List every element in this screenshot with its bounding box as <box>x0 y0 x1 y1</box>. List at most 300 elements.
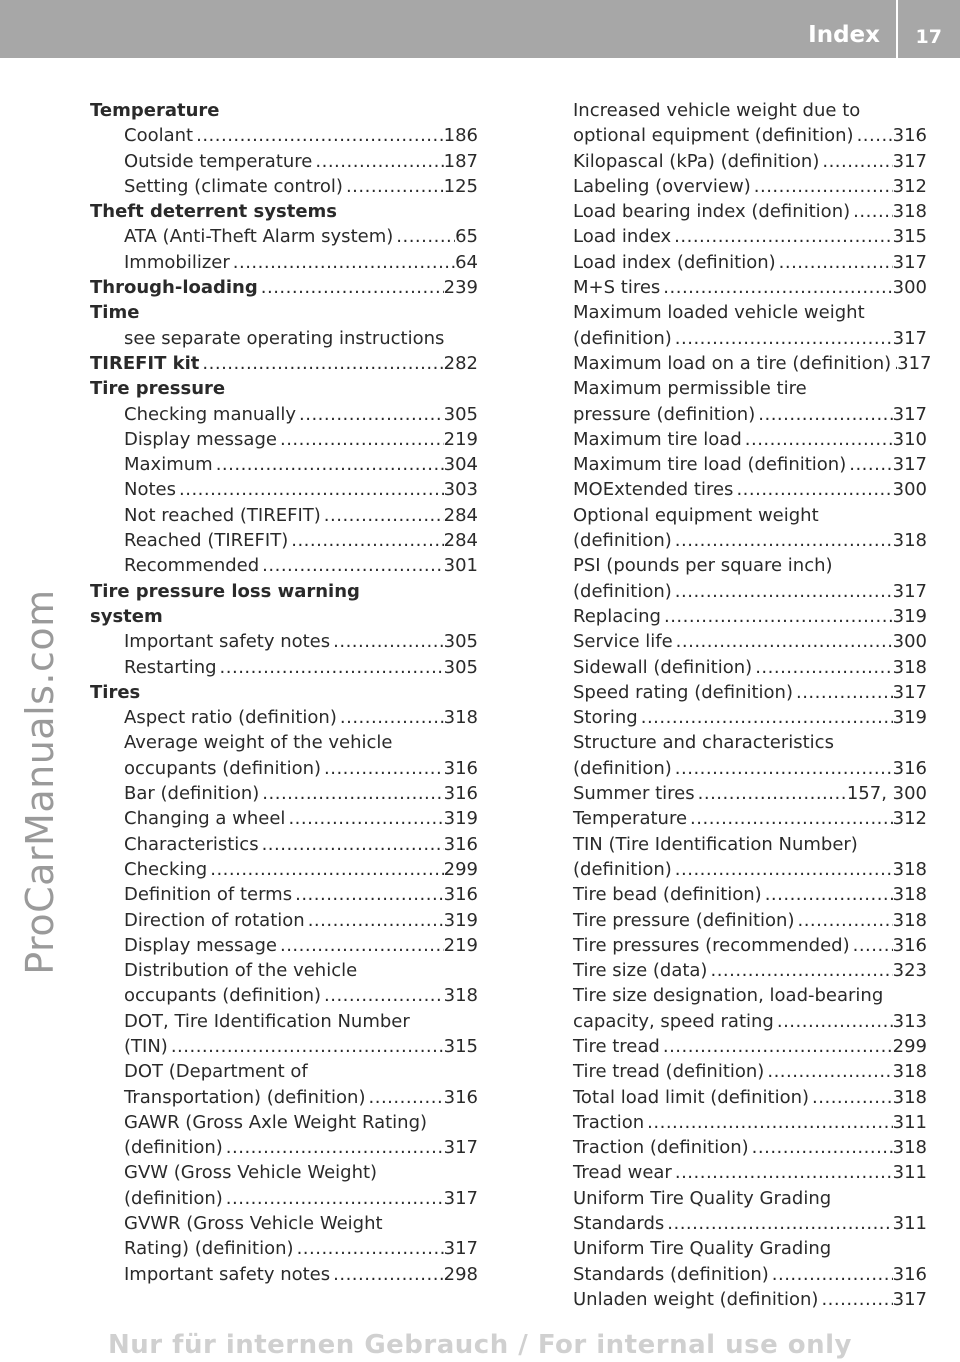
index-heading <box>90 98 478 123</box>
leader-dots <box>638 705 893 730</box>
page-ref: 317 <box>892 681 927 703</box>
page-ref: 319 <box>443 808 478 830</box>
entry-label: Optional equipment weight <box>573 504 819 526</box>
watermark-text: ProCarManuals.com <box>18 589 62 975</box>
entry-label: Maximum loaded vehicle weight <box>573 302 865 324</box>
leader-dots <box>850 933 893 958</box>
entry-label: Tire pressure loss warning <box>90 580 360 602</box>
leader-dots <box>661 604 893 629</box>
entry-label: Speed rating (definition) <box>573 681 793 703</box>
header-divider <box>896 0 898 58</box>
leader-dots <box>762 882 893 907</box>
index-entry <box>90 123 478 148</box>
entry-label: MOExtended tires <box>573 479 734 501</box>
page-ref: 284 <box>443 530 478 552</box>
entry-label: Tire size (data) <box>573 960 708 982</box>
leader-dots <box>751 174 893 199</box>
index-entry <box>539 882 927 907</box>
page-ref: 316 <box>892 1263 927 1285</box>
page-ref: 316 <box>443 1086 478 1108</box>
index-entry <box>539 806 927 831</box>
index-entry <box>90 149 478 174</box>
page-ref: 305 <box>443 631 478 653</box>
entry-label: Coolant <box>124 125 194 147</box>
entry-label: system <box>90 605 163 627</box>
index-entry <box>539 1009 927 1034</box>
entry-label: Distribution of the vehicle <box>124 960 358 982</box>
entry-label: Maximum load on a tire (definition) <box>573 352 892 374</box>
index-entry <box>90 1110 478 1135</box>
index-entry <box>539 983 927 1008</box>
entry-label: DOT (Department of <box>124 1061 308 1083</box>
page-ref: 318 <box>892 201 927 223</box>
entry-label: Temperature <box>90 100 220 121</box>
watermark <box>0 0 80 1362</box>
leader-dots <box>207 857 443 882</box>
entry-label: Load index <box>573 226 672 248</box>
entry-label: Unladen weight (definition) <box>573 1288 819 1310</box>
index-entry <box>539 503 927 528</box>
entry-label: Setting (climate control) <box>124 175 343 197</box>
index-entry <box>90 857 478 882</box>
index-entry <box>539 629 927 654</box>
index-entry <box>539 1262 927 1287</box>
leader-dots <box>296 402 444 427</box>
page-ref: 186 <box>443 125 478 147</box>
entry-label: Kilopascal (kPa) (definition) <box>573 150 820 172</box>
page-ref: 318 <box>892 1086 927 1108</box>
page-ref: 317 <box>892 1288 927 1310</box>
page-ref: 311 <box>892 1162 927 1184</box>
leader-dots <box>330 1262 444 1287</box>
leader-dots <box>742 427 893 452</box>
index-entry <box>90 983 478 1008</box>
page-ref: 298 <box>443 1263 478 1285</box>
page-ref: 300 <box>892 479 927 501</box>
entry-label: Service life <box>573 631 673 653</box>
page-ref: 313 <box>892 1010 927 1032</box>
page-ref: 300 <box>892 631 927 653</box>
entry-label: Traction <box>573 1111 645 1133</box>
leader-dots <box>687 806 893 831</box>
entry-label: Tires <box>90 681 141 703</box>
entry-label: Characteristics <box>124 833 259 855</box>
entry-label: Theft deterrent systems <box>90 201 337 223</box>
index-entry <box>90 1236 478 1261</box>
page-ref: 311 <box>892 1213 927 1235</box>
index-entry <box>90 1085 478 1110</box>
entry-label: Average weight of the vehicle <box>124 732 393 754</box>
index-entry <box>539 680 927 705</box>
leader-dots <box>393 224 455 249</box>
entry-label: occupants (definition) <box>124 985 322 1007</box>
index-entry <box>90 1211 478 1236</box>
index-entry <box>539 351 932 376</box>
page-ref: 219 <box>443 934 478 956</box>
page-ref: 317 <box>897 352 932 374</box>
page-ref: 311 <box>892 1111 927 1133</box>
entry-label: Aspect ratio (definition) <box>124 707 337 729</box>
entry-label: M+S tires <box>573 277 661 299</box>
index-entry <box>90 224 478 249</box>
entry-label: Not reached (TIREFIT) <box>124 504 321 526</box>
entry-label: DOT, Tire Identification Number <box>124 1010 410 1032</box>
leader-dots <box>292 882 444 907</box>
entry-label: pressure (definition) <box>573 403 756 425</box>
entry-label: PSI (pounds per square inch) <box>573 555 833 577</box>
index-entry <box>539 1287 927 1312</box>
index-entry <box>90 452 478 477</box>
index-entry <box>539 1135 927 1160</box>
section-title: Index <box>808 22 880 48</box>
index-entry <box>90 958 478 983</box>
entry-label: Tread wear <box>573 1162 672 1184</box>
entry-label: (definition) <box>124 1137 223 1159</box>
index-entry <box>90 1135 478 1160</box>
leader-dots <box>672 528 893 553</box>
leader-dots <box>794 908 892 933</box>
entry-label: Display message <box>124 428 277 450</box>
index-entry <box>90 655 478 680</box>
leader-dots <box>277 427 444 452</box>
entry-label: Important safety notes <box>124 631 331 653</box>
leader-dots <box>217 655 444 680</box>
leader-dots <box>199 351 443 376</box>
leader-dots <box>854 123 893 148</box>
leader-dots <box>664 1211 892 1236</box>
leader-dots <box>321 503 444 528</box>
leader-dots <box>793 680 893 705</box>
index-entry <box>539 933 927 958</box>
index-entry <box>539 326 927 351</box>
index-entry <box>539 958 927 983</box>
leader-dots <box>321 756 444 781</box>
entry-label: Definition of terms <box>124 884 293 906</box>
leader-dots <box>672 1160 893 1185</box>
index-entry <box>539 452 927 477</box>
leader-dots <box>671 224 892 249</box>
index-entry <box>539 553 927 578</box>
index-entry <box>90 326 478 351</box>
entry-label: Direction of rotation <box>124 909 305 931</box>
index-entry <box>539 579 927 604</box>
leader-dots <box>776 250 893 275</box>
footer-note: Nur für internen Gebrauch / For internal use only <box>107 1330 852 1360</box>
leader-dots <box>695 781 847 806</box>
page-ref: 319 <box>443 909 478 931</box>
index-heading <box>90 199 478 224</box>
entry-label: Outside temperature <box>124 150 313 172</box>
leader-dots <box>850 199 893 224</box>
page-ref: 312 <box>892 808 927 830</box>
page-ref: 125 <box>443 175 478 197</box>
leader-dots <box>294 1236 444 1261</box>
index-entry <box>90 882 478 907</box>
index-entry <box>90 781 478 806</box>
page-ref: 303 <box>443 479 478 501</box>
leader-dots <box>259 781 443 806</box>
page-ref: 304 <box>443 454 478 476</box>
leader-dots <box>752 655 892 680</box>
index-entry <box>90 250 478 275</box>
leader-dots <box>672 579 893 604</box>
entry-label: (definition) <box>573 858 672 880</box>
entry-label: Recommended <box>124 555 260 577</box>
entry-label: Storing <box>573 707 638 729</box>
entry-label: (definition) <box>573 757 672 779</box>
leader-dots <box>764 1059 892 1084</box>
entry-label: Maximum tire load (definition) <box>573 454 847 476</box>
leader-dots <box>330 629 444 654</box>
entry-label: Tire size designation, load-bearing <box>573 985 884 1007</box>
page-ref: 317 <box>443 1137 478 1159</box>
page-ref: 300 <box>892 277 927 299</box>
index-entry <box>539 1085 927 1110</box>
index-entry <box>539 756 927 781</box>
leader-dots <box>660 1034 893 1059</box>
page-ref: 318 <box>892 530 927 552</box>
page-ref: 318 <box>892 884 927 906</box>
leader-dots <box>277 933 444 958</box>
index-entry <box>539 149 927 174</box>
index-entry <box>539 275 927 300</box>
leader-dots <box>755 402 892 427</box>
entry-label: Load index (definition) <box>573 251 776 273</box>
leader-dots <box>818 1287 892 1312</box>
page-ref: 157, 300 <box>846 783 927 805</box>
leader-dots <box>809 1085 893 1110</box>
entry-label: Important safety notes <box>124 1263 331 1285</box>
page-ref: 318 <box>892 1137 927 1159</box>
entry-label: GAWR (Gross Axle Weight Rating) <box>124 1111 428 1133</box>
entry-label: Tire tread (definition) <box>573 1061 765 1083</box>
index-entry <box>539 250 927 275</box>
entry-label: GVWR (Gross Vehicle Weight <box>124 1213 383 1235</box>
leader-dots <box>223 1186 444 1211</box>
index-entry <box>539 1186 927 1211</box>
entry-label: Structure and characteristics <box>573 732 834 754</box>
index-entry <box>539 174 927 199</box>
leader-dots <box>230 250 455 275</box>
page-ref: 187 <box>443 150 478 172</box>
entry-label: TIN (Tire Identification Number) <box>573 833 858 855</box>
entry-label: Standards (definition) <box>573 1263 769 1285</box>
index-entry <box>90 806 478 831</box>
index-heading <box>90 376 478 401</box>
index-entry <box>539 528 927 553</box>
index-entry <box>90 1160 478 1185</box>
page-ref: 316 <box>892 934 927 956</box>
entry-label: Total load limit (definition) <box>573 1086 810 1108</box>
entry-label: Tire pressure <box>90 378 226 400</box>
entry-label: Tire pressures (recommended) <box>573 934 850 956</box>
page-ref: 299 <box>892 1035 927 1057</box>
leader-dots <box>819 149 892 174</box>
page-ref: 318 <box>892 1061 927 1083</box>
entry-label: (definition) <box>573 530 672 552</box>
index-entry <box>539 1160 927 1185</box>
page-ref: 317 <box>892 454 927 476</box>
leader-dots <box>288 528 443 553</box>
page-ref: 65 <box>455 226 478 248</box>
entry-label: Tire tread <box>573 1035 660 1057</box>
entry-label: Display message <box>124 934 277 956</box>
index-entry <box>90 174 478 199</box>
entry-label: (definition) <box>124 1187 223 1209</box>
entry-label: Transportation) (definition) <box>124 1086 366 1108</box>
index-entry <box>90 832 478 857</box>
page-ref: 317 <box>892 580 927 602</box>
page-ref: 316 <box>443 757 478 779</box>
entry-label: Maximum <box>124 454 213 476</box>
index-entry <box>90 629 478 654</box>
entry-label: (definition) <box>573 580 672 602</box>
page-ref: 64 <box>455 251 478 273</box>
page-ref: 316 <box>892 757 927 779</box>
entry-label: Traction (definition) <box>573 1137 749 1159</box>
leader-dots <box>213 452 444 477</box>
leader-dots <box>259 832 444 857</box>
leader-dots <box>846 452 892 477</box>
page-ref: 318 <box>443 985 478 1007</box>
index-entry <box>90 908 478 933</box>
page-ref: 284 <box>443 504 478 526</box>
index-entry <box>90 705 478 730</box>
entry-label: ATA (Anti-Theft Alarm system) <box>124 226 394 248</box>
entry-label: Temperature <box>573 808 688 830</box>
leader-dots <box>644 1110 892 1135</box>
page-ref: 301 <box>443 555 478 577</box>
entry-label: Notes <box>124 479 176 501</box>
entry-label: Maximum permissible tire <box>573 378 807 400</box>
index-column-left <box>90 98 478 1287</box>
page-ref: 219 <box>443 428 478 450</box>
entry-label: GVW (Gross Vehicle Weight) <box>124 1162 378 1184</box>
leader-dots <box>337 705 444 730</box>
index-entry <box>90 503 478 528</box>
entry-label: see separate operating instructions <box>124 327 445 349</box>
leader-dots <box>672 756 893 781</box>
index-entry <box>90 1186 478 1211</box>
leader-dots <box>321 983 444 1008</box>
entry-label: Load bearing index (definition) <box>573 201 851 223</box>
leader-dots <box>774 1009 893 1034</box>
entry-label: Bar (definition) <box>124 783 260 805</box>
entry-label: Changing a wheel <box>124 808 286 830</box>
page-ref: 312 <box>892 175 927 197</box>
leader-dots <box>672 857 893 882</box>
index-entry <box>539 604 927 629</box>
index-entry <box>539 376 927 401</box>
leader-dots <box>673 629 893 654</box>
index-entry <box>539 123 927 148</box>
entry-label: Standards <box>573 1213 665 1235</box>
index-heading <box>90 579 478 604</box>
index-entry <box>539 427 927 452</box>
entry-label: optional equipment (definition) <box>573 125 854 147</box>
entry-label: Through-loading <box>90 277 258 299</box>
entry-label: Tire pressure (definition) <box>573 909 795 931</box>
page-ref: 316 <box>443 884 478 906</box>
entry-label: Labeling (overview) <box>573 175 751 197</box>
index-entry <box>539 199 927 224</box>
index-heading <box>90 351 478 376</box>
entry-label: Restarting <box>124 656 217 678</box>
leader-dots <box>259 553 443 578</box>
page-ref: 282 <box>443 352 478 374</box>
page-ref: 317 <box>892 403 927 425</box>
index-entry <box>539 908 927 933</box>
entry-label: Uniform Tire Quality Grading <box>573 1238 832 1260</box>
page-ref: 299 <box>443 858 478 880</box>
index-entry <box>539 98 927 123</box>
leader-dots <box>769 1262 893 1287</box>
entry-label: Increased vehicle weight due to <box>573 100 861 121</box>
index-entry <box>539 477 927 502</box>
leader-dots <box>749 1135 893 1160</box>
page-ref: 316 <box>443 783 478 805</box>
header-bar <box>0 0 960 58</box>
page-ref: 318 <box>892 909 927 931</box>
entry-label: Maximum tire load <box>573 428 742 450</box>
entry-label: Sidewall (definition) <box>573 656 753 678</box>
index-column-right <box>539 98 932 1312</box>
page-ref: 317 <box>443 1187 478 1209</box>
page-number: 17 <box>915 26 942 48</box>
page-ref: 319 <box>892 707 927 729</box>
index-entry <box>539 781 927 806</box>
entry-label: Rating) (definition) <box>124 1238 294 1260</box>
page-ref: 319 <box>892 605 927 627</box>
page-ref: 305 <box>443 656 478 678</box>
index-entry <box>90 933 478 958</box>
leader-dots <box>193 123 444 148</box>
index-entry <box>90 553 478 578</box>
page-ref: 323 <box>892 960 927 982</box>
index-entry <box>90 1059 478 1084</box>
page-ref: 316 <box>443 833 478 855</box>
index-heading <box>90 300 478 325</box>
entry-label: TIREFIT kit <box>90 352 200 374</box>
entry-label: Checking <box>124 858 208 880</box>
entry-label: Immobilizer <box>124 251 230 273</box>
index-entry <box>539 730 927 755</box>
index-heading <box>90 604 478 629</box>
page-ref: 315 <box>443 1035 478 1057</box>
entry-label: (TIN) <box>124 1035 168 1057</box>
index-entry <box>90 1262 478 1287</box>
entry-label: Tire bead (definition) <box>573 884 762 906</box>
leader-dots <box>223 1135 444 1160</box>
index-entry <box>539 857 927 882</box>
leader-dots <box>176 477 444 502</box>
index-entry <box>539 1034 927 1059</box>
page-ref: 315 <box>892 226 927 248</box>
page-ref: 305 <box>443 403 478 425</box>
leader-dots <box>672 326 893 351</box>
page-ref: 317 <box>892 251 927 273</box>
leader-dots <box>168 1034 444 1059</box>
page-ref: 318 <box>443 707 478 729</box>
entry-label: occupants (definition) <box>124 757 322 779</box>
page-ref: 318 <box>892 858 927 880</box>
entry-label: Reached (TIREFIT) <box>124 530 289 552</box>
index-entry <box>90 528 478 553</box>
leader-dots <box>707 958 892 983</box>
index-entry <box>90 477 478 502</box>
index-entry <box>90 730 478 755</box>
entry-label: Replacing <box>573 605 661 627</box>
